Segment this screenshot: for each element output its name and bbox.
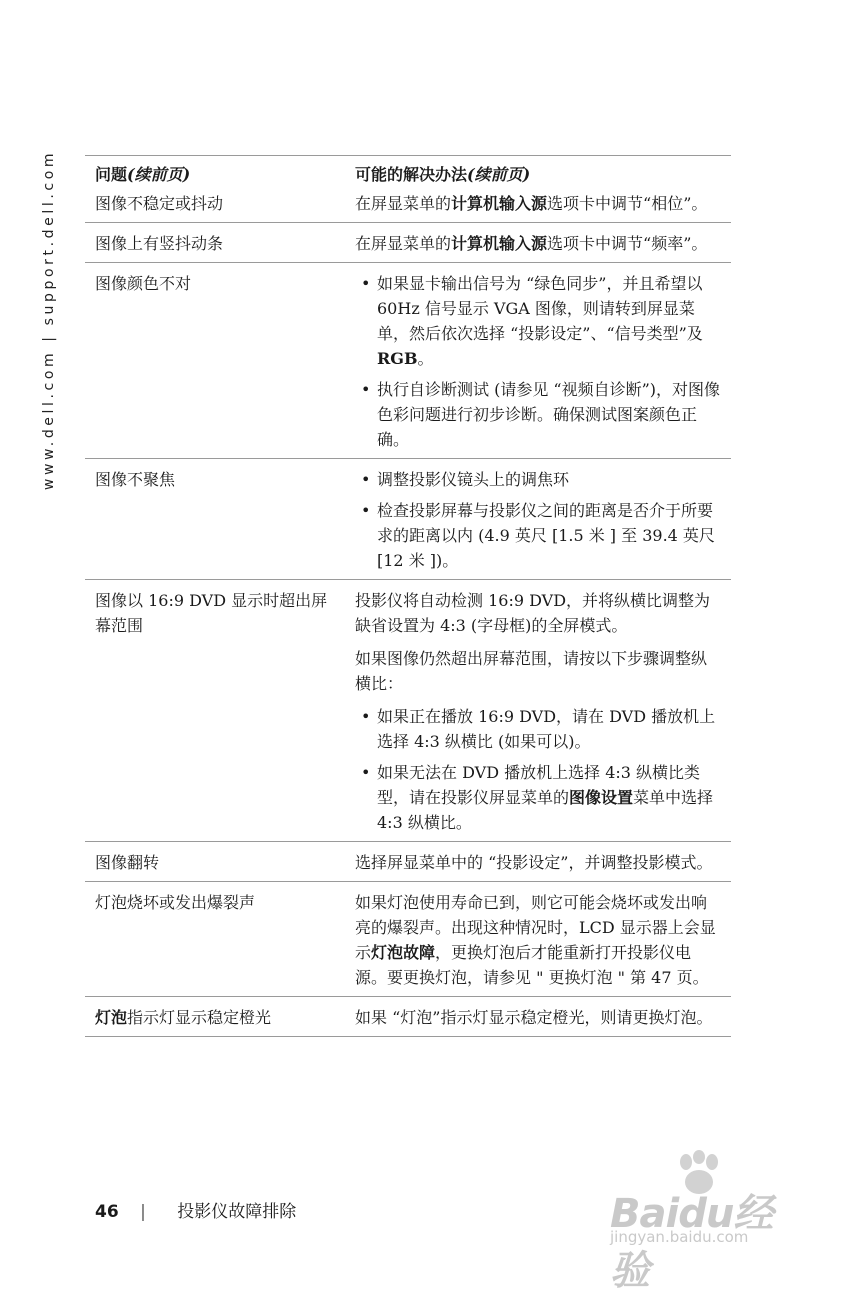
bullet-list bbox=[355, 271, 721, 452]
solution-cell: 如果 “灯泡”指示灯显示稳定橙光，则请更换灯泡。 bbox=[345, 997, 731, 1037]
footer-separator: | bbox=[140, 1202, 146, 1222]
list-item: • 如果无法在 DVD 播放机上选择 4:3 纵横比类型，请在投影仪屏显菜单的图像设置菜单中选择 4:3 纵横比。 bbox=[355, 760, 721, 835]
header-problem: 问题(续前页) bbox=[85, 156, 345, 190]
section-title: 投影仪故障排除 bbox=[177, 1202, 297, 1222]
list-item: • 如果正在播放 16:9 DVD，请在 DVD 播放机上选择 4:3 纵横比 (如果可以)。 bbox=[355, 704, 721, 754]
paragraph: 如果图像仍然超出屏幕范围，请按以下步骤调整纵横比： bbox=[355, 649, 708, 693]
problem-cell: 图像颜色不对 bbox=[85, 263, 345, 459]
table-row bbox=[85, 459, 731, 580]
baidu-watermark bbox=[610, 1148, 810, 1294]
list-item: • 如果显卡输出信号为 “绿色同步”，并且希望以 60Hz 信号显示 VGA 图像，则请转到屏显菜单，然后依次选择 “投影设定”、“信号类型”及 RGB。 bbox=[355, 271, 721, 371]
page-footer bbox=[95, 1197, 296, 1222]
sidebar-url bbox=[38, 149, 60, 491]
table-row bbox=[85, 263, 731, 459]
solution-cell: 在屏显菜单的计算机输入源选项卡中调节“相位”。 bbox=[355, 194, 708, 213]
solution-cell: 在屏显菜单的计算机输入源选项卡中调节“频率”。 bbox=[345, 223, 731, 263]
solution-cell bbox=[345, 459, 731, 580]
problem-cell: 图像不聚焦 bbox=[85, 459, 345, 580]
bullet-list bbox=[355, 704, 721, 835]
problem-cell: 灯泡烧坏或发出爆裂声 bbox=[85, 882, 345, 997]
problem-cell: 灯泡指示灯显示稳定橙光 bbox=[85, 997, 345, 1037]
troubleshooting-table bbox=[85, 155, 731, 1037]
table-header-row bbox=[85, 156, 731, 190]
watermark-url: jingyan.baidu.com bbox=[610, 1228, 749, 1246]
problem-cell: 图像不稳定或抖动 bbox=[95, 194, 224, 213]
table-row bbox=[85, 580, 731, 842]
solution-cell: 如果灯泡使用寿命已到，则它可能会烧坏或发出响亮的爆裂声。出现这种情况时，LCD 显示器上会显示灯泡故障，更换灯泡后才能重新打开投影仪电源。要更换灯泡，请参见 " 更换灯泡 " 第 47 页。 bbox=[345, 882, 731, 997]
list-item: • 检查投影屏幕与投影仪之间的距离是否介于所要求的距离以内 (4.9 英尺 [1.5 米 ] 至 39.4 英尺 [12 米 ])。 bbox=[355, 498, 721, 573]
table-row bbox=[85, 189, 731, 223]
sidebar-url-text: www.dell.com | support.dell.com bbox=[41, 149, 57, 491]
bullet-list bbox=[355, 467, 721, 573]
paragraph: 投影仪将自动检测 16:9 DVD，并将纵横比调整为缺省设置为 4:3 (字母框)的全屏模式。 bbox=[355, 591, 711, 635]
list-item: • 执行自诊断测试 (请参见 “视频自诊断”)，对图像色彩问题进行初步诊断。确保测试图案颜色正确。 bbox=[355, 377, 721, 452]
problem-cell: 图像翻转 bbox=[85, 842, 345, 882]
list-item: • 调整投影仪镜头上的调焦环 bbox=[355, 467, 721, 492]
table-row bbox=[85, 882, 731, 997]
solution-cell bbox=[345, 263, 731, 459]
problem-cell: 图像上有竖抖动条 bbox=[85, 223, 345, 263]
table-row bbox=[85, 223, 731, 263]
table-row bbox=[85, 997, 731, 1037]
table-row bbox=[85, 842, 731, 882]
solution-cell bbox=[345, 580, 731, 842]
watermark-logo: Baidu经验 bbox=[610, 1191, 773, 1294]
solution-cell: 选择屏显菜单中的 “投影设定”，并调整投影模式。 bbox=[345, 842, 731, 882]
header-solution: 可能的解决办法(续前页) bbox=[345, 156, 731, 190]
page-number: 46 bbox=[95, 1202, 119, 1222]
problem-cell: 图像以 16:9 DVD 显示时超出屏幕范围 bbox=[85, 580, 345, 842]
